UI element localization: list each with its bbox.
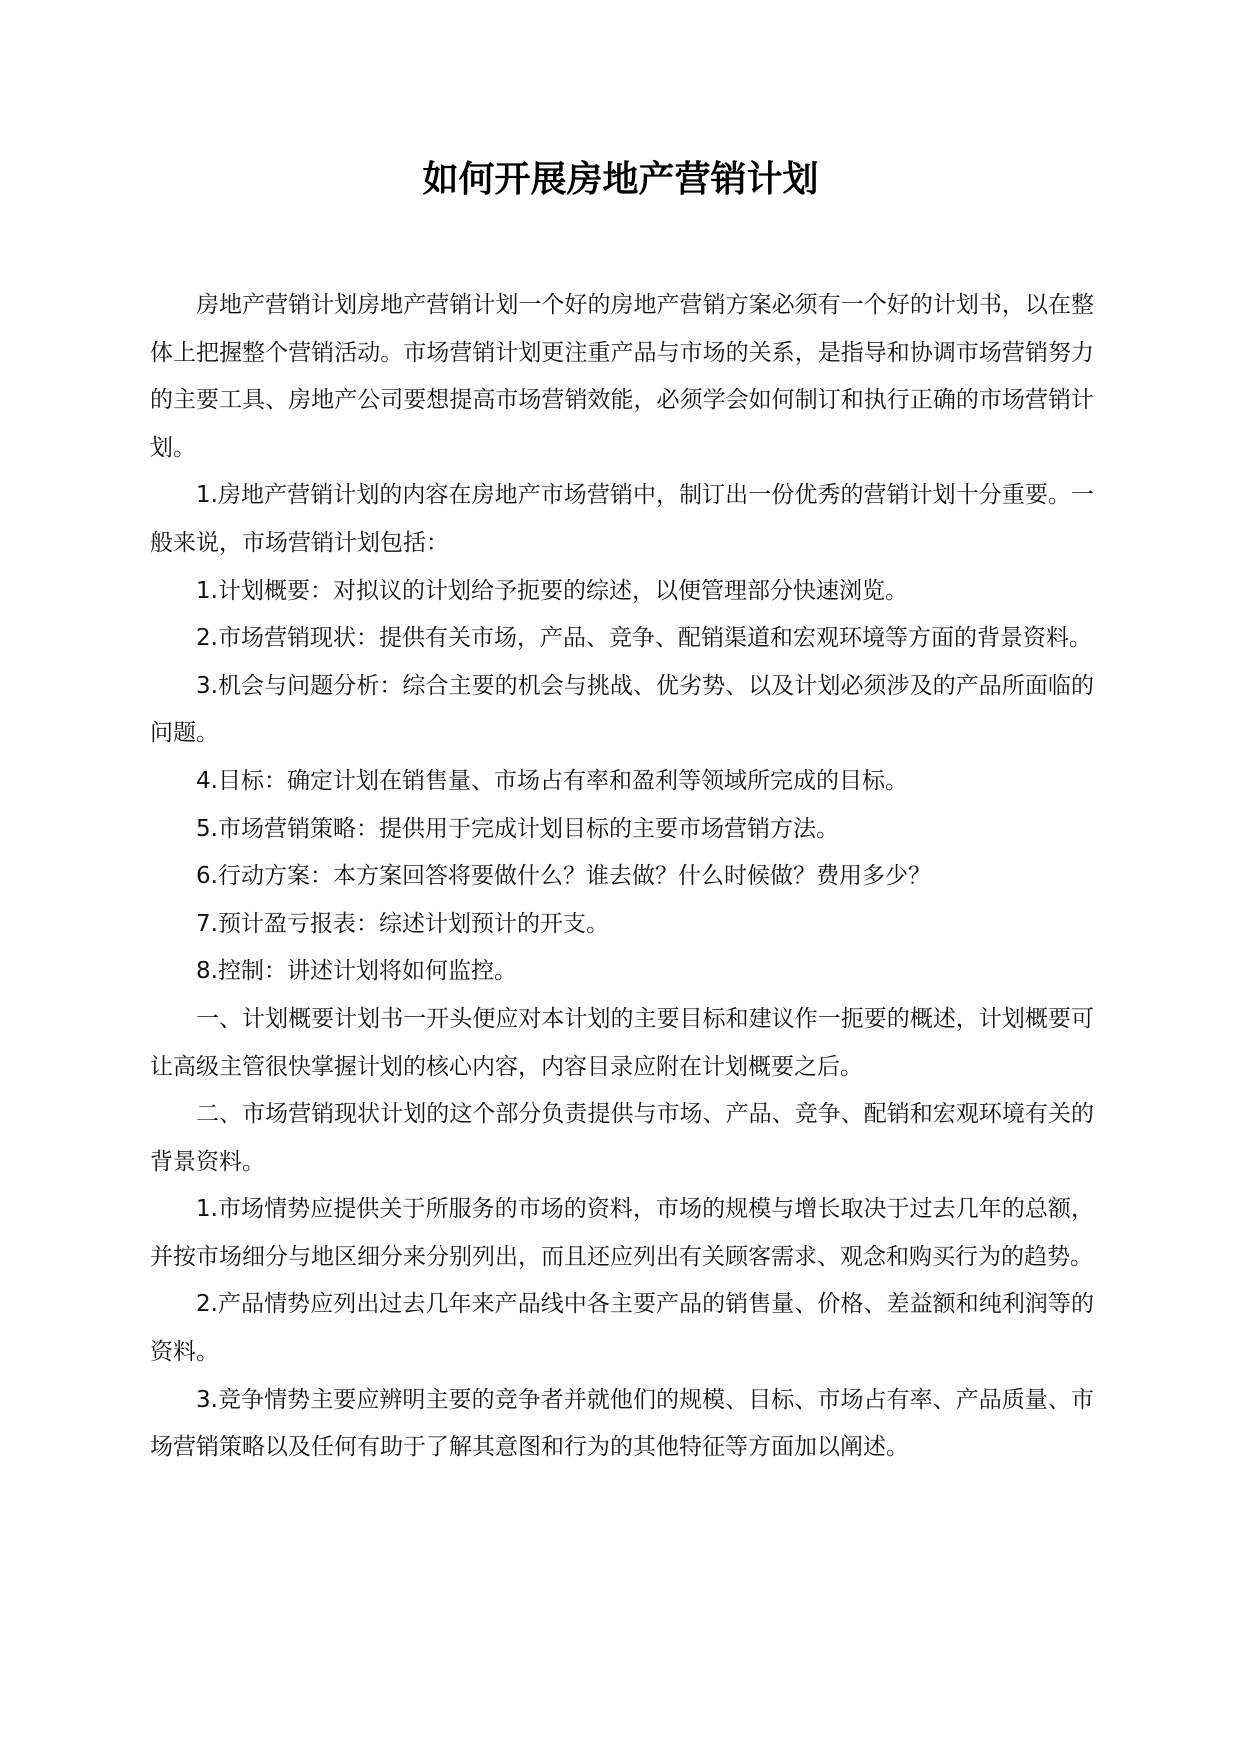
paragraph-intro: 房地产营销计划房地产营销计划一个好的房地产营销方案必须有一个好的计划书，以在整体上把握整个营销活动。市场营销计划更注重产品与市场的关系，是指导和协调市场营销努力的主要工具、房地产公司要想提高市场营销效能，必须学会如何制订和执行正确的市场营销计划。 [150,292,1094,461]
list-item: 2.产品情势应列出过去几年来产品线中各主要产品的销售量、价格、差益额和纯利润等的资料。 [150,1291,1094,1366]
list-item: 3.竞争情势主要应辨明主要的竞争者并就他们的规模、目标、市场占有率、产品质量、市场营销策略以及任何有助于了解其意图和行为的其他特征等方面加以阐述。 [150,1386,1094,1461]
list-item: 7.预计盈亏报表：综述计划预计的开支。 [196,910,609,937]
list-item: 1.计划概要：对拟议的计划给予扼要的综述，以便管理部分快速浏览。 [196,577,908,604]
section-market-status: 二、市场营销现状计划的这个部分负责提供与市场、产品、竞争、配销和宏观环境有关的背景资料。 [150,1101,1094,1175]
list-item: 2.市场营销现状：提供有关市场，产品、竞争、配销渠道和宏观环境等方面的背景资料。 [196,625,1092,652]
list-item: 8.控制：讲述计划将如何监控。 [196,958,517,985]
list-item: 6.行动方案：本方案回答将要做什么？谁去做？什么时候做？费用多少？ [196,863,931,890]
document-body [150,282,1094,1472]
section-plan-summary: 一、计划概要计划书一开头便应对本计划的主要目标和建议作一扼要的概述，计划概要可让高级主管很快掌握计划的核心内容，内容目录应附在计划概要之后。 [150,1005,1094,1080]
list-item: 5.市场营销策略：提供用于完成计划目标的主要市场营销方法。 [196,815,839,842]
paragraph-plan-contents: 1.房地产营销计划的内容在房地产市场营销中，制订出一份优秀的营销计划十分重要。一般来说，市场营销计划包括： [150,482,1094,556]
document-title: 如何开展房地产营销计划 [422,159,819,200]
list-item: 4.目标：确定计划在销售量、市场占有率和盈利等领域所完成的目标。 [196,767,908,794]
list-item: 3.机会与问题分析：综合主要的机会与挑战、优劣势、以及计划必须涉及的产品所面临的问题。 [150,672,1094,747]
list-item: 1.市场情势应提供关于所服务的市场的资料，市场的规模与增长取决于过去几年的总额，并按市场细分与地区细分来分别列出，而且还应列出有关顾客需求、观念和购买行为的趋势。 [150,1196,1094,1270]
